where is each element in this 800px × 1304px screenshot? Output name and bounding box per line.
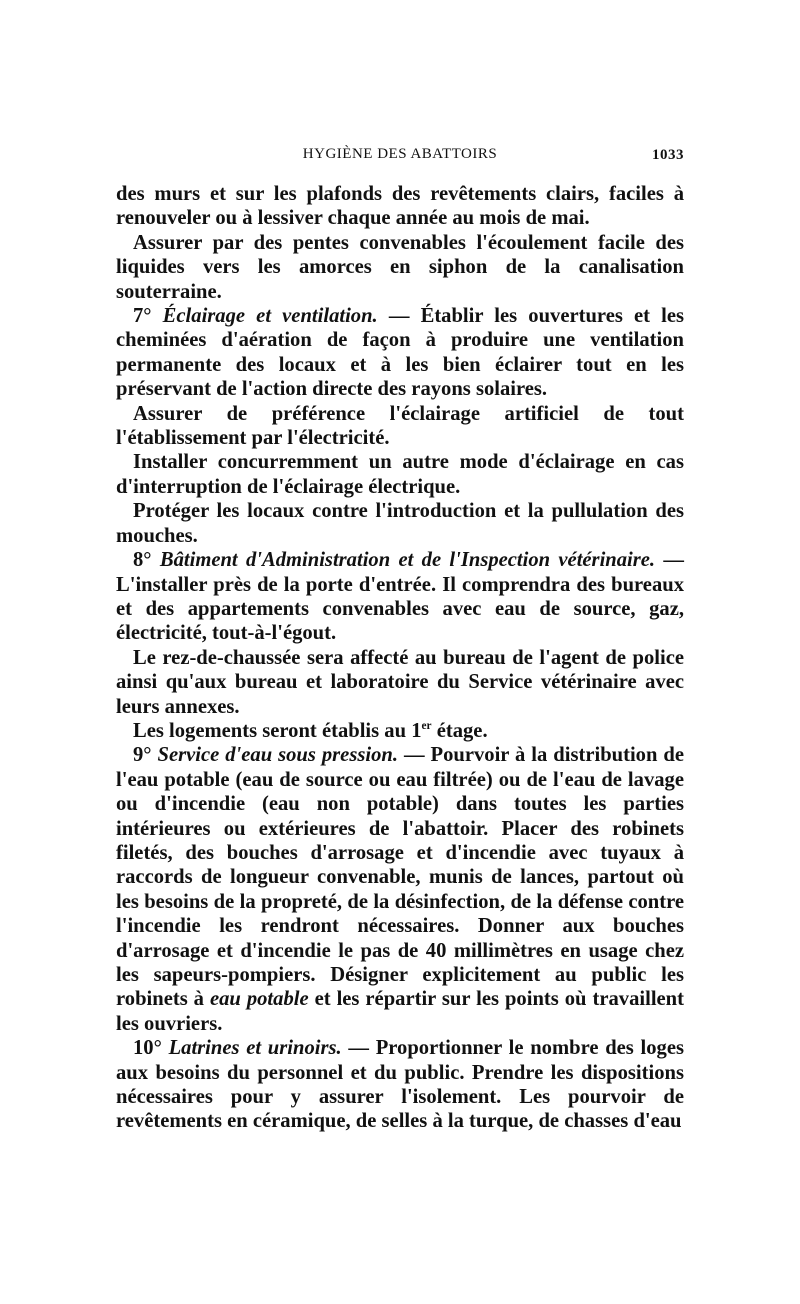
text-run: 7°: [133, 305, 163, 328]
paragraph-p11: [116, 1036, 684, 1134]
body-text: [116, 182, 684, 1134]
paragraph-p10: [116, 743, 684, 1036]
text-run: 8°: [133, 549, 160, 572]
paragraph-p4: [116, 402, 684, 451]
text-run: Le rez-de-chaussée sera affecté au bureau de l'agent de police ainsi qu'aux bureau et laboratoire du Service vétérinaire avec leurs annexes.: [116, 646, 684, 718]
text-run: — Établir les ouvertures et les cheminées d'aération de façon à produire une ventilation permanente des locaux et à les bien éclairer tout en les préservant de l'action directe des rayons solaires.: [116, 305, 684, 401]
text-run: Protéger les locaux contre l'introduction et la pullulation des mouches.: [116, 500, 684, 547]
paragraph-p7: [116, 548, 684, 646]
paragraph-p9: [116, 719, 684, 743]
book-page: [116, 146, 684, 1134]
running-header: [116, 146, 684, 170]
text-run: et les répartir sur les points où travaillent les ouvriers.: [116, 988, 684, 1035]
text-run: — Proportionner le nombre des loges aux besoins du personnel et du public. Prendre les dispositions nécessaires pour y assurer l'isolement. Les pourvoir de revêtements en céramique, de selles à la turque, de chasses d'eau: [116, 1037, 685, 1133]
paragraph-p2: [116, 231, 684, 304]
italic-heading: Éclairage et ventilation.: [162, 305, 378, 328]
text-run: 10°: [133, 1037, 169, 1060]
text-run: — Pourvoir à la distribution de l'eau potable (eau de source ou eau filtrée) ou de l'eau de lavage ou d'incendie (eau non potable) dans toutes les parties intérieures ou extérieures de l'abattoir. Placer des robinets filetés, des bouches d'arrosage et d'incendie avec tuyaux à raccords de longueur convenable, munis de lances, partout où les besoins de la propreté, de la désinfection, de la défense contre l'incendie les rendront nécessaires. Donner aux bouches d'arrosage et d'incendie le pas de 40 millimètres en usage chez les sapeurs-pompiers. Désigner explicitement au public les robinets à: [116, 744, 684, 1011]
italic-heading: Latrines et urinoirs.: [168, 1037, 342, 1060]
paragraph-p6: [116, 499, 684, 548]
italic-heading: Bâtiment d'Administration et de l'Inspection vétérinaire.: [159, 549, 656, 572]
text-run: étage.: [431, 719, 488, 742]
text-run: Les logements seront établis au 1: [133, 719, 422, 742]
paragraph-p1: [116, 182, 684, 231]
italic-heading: Service d'eau sous pression.: [157, 744, 398, 767]
paragraph-p5: [116, 450, 684, 499]
italic-heading: eau potable: [209, 988, 309, 1011]
text-run: — L'installer près de la porte d'entrée. Il comprendra des bureaux et des appartements convenables avec eau de source, gaz, électricité, tout-à-l'égout.: [116, 549, 684, 645]
running-title: HYGIÈNE DES ABATTOIRS: [302, 146, 498, 162]
page-number: 1033: [652, 147, 684, 163]
paragraph-p3: [116, 304, 684, 402]
text-run: Assurer de préférence l'éclairage artificiel de tout l'établissement par l'électricité.: [116, 402, 684, 450]
superscript: er: [421, 720, 432, 733]
paragraph-p8: [116, 646, 684, 719]
text-run: des murs et sur les plafonds des revêtements clairs, faciles à renouveler ou à lessiver chaque année au mois de mai.: [116, 183, 684, 230]
text-run: Assurer par des pentes convenables l'écoulement facile des liquides vers les amorces en siphon de la canalisation souterraine.: [116, 231, 684, 303]
text-run: 9°: [133, 744, 158, 767]
text-run: Installer concurremment un autre mode d'éclairage en cas d'interruption de l'éclairage électrique.: [116, 451, 684, 498]
